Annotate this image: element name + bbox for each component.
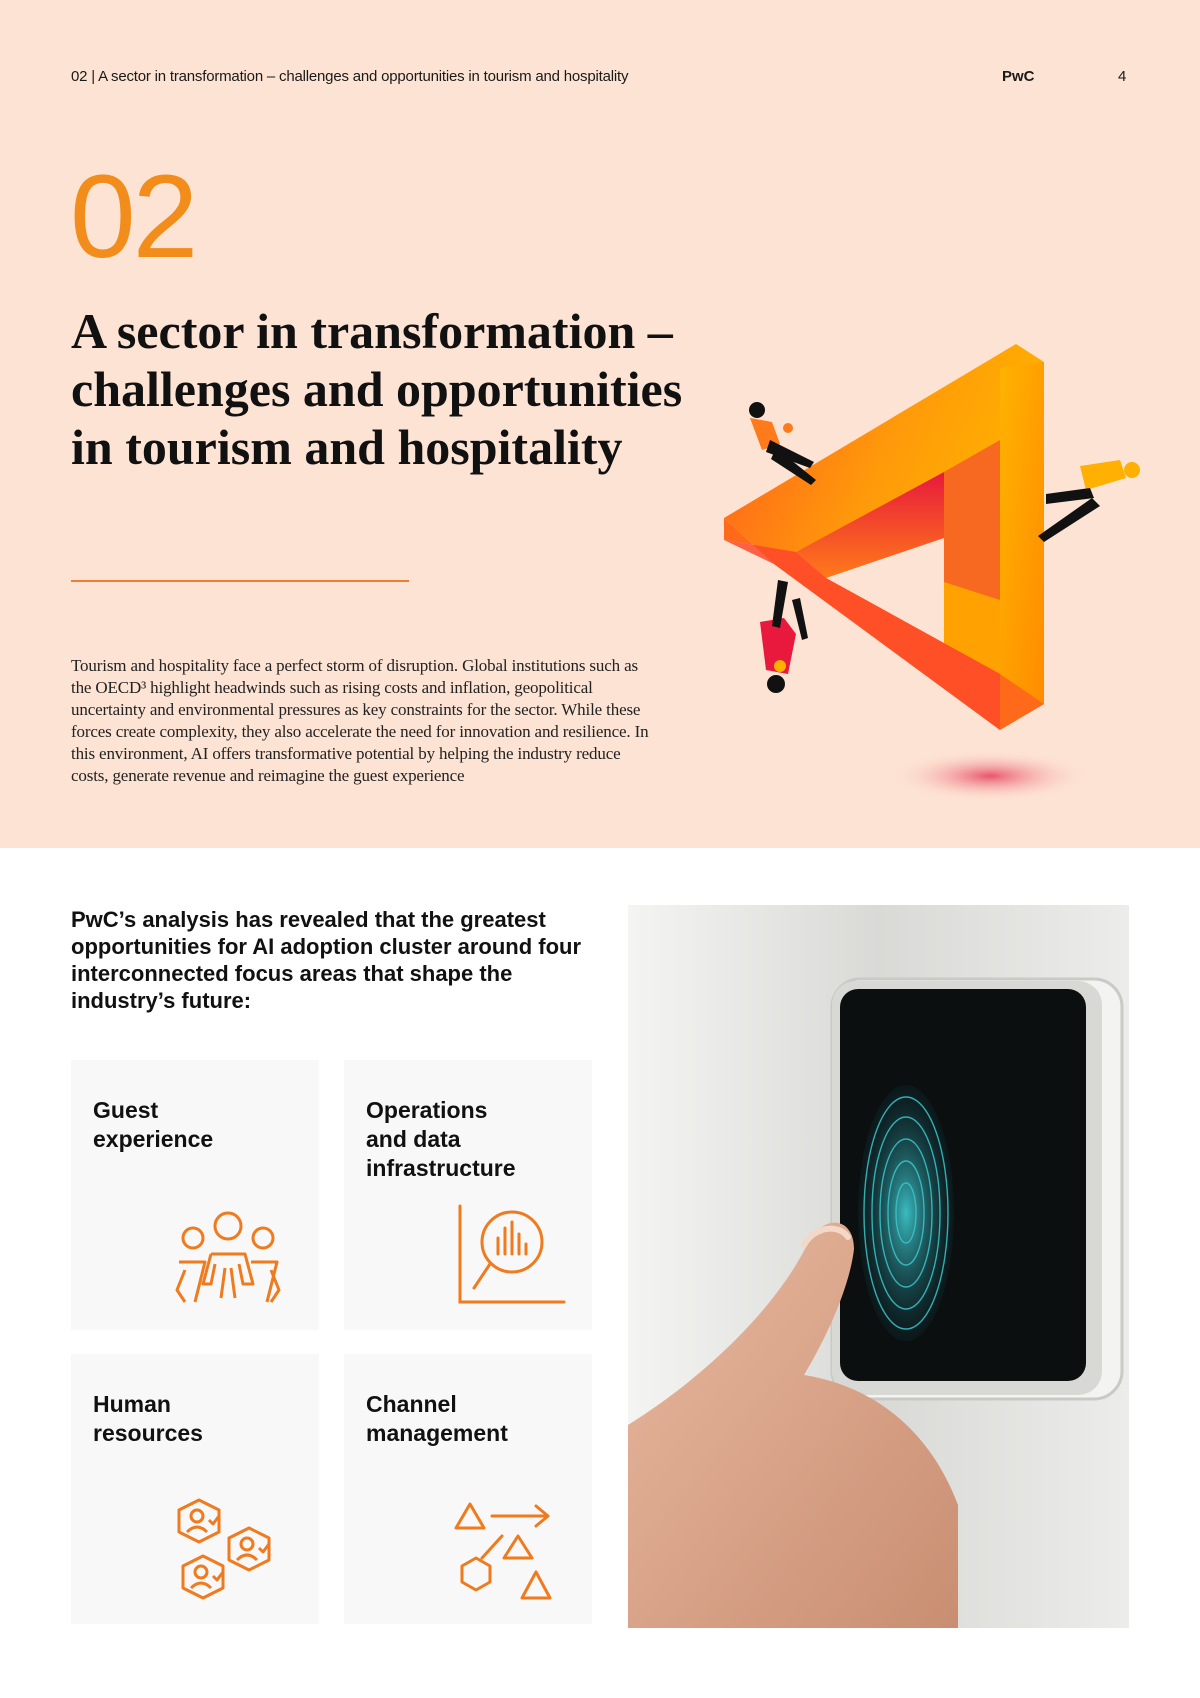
- data-analysis-icon: [456, 1204, 566, 1306]
- section-number: 02: [70, 151, 196, 283]
- section-title: A sector in transformation – challenges and opportunities in tourism and hospitality: [71, 303, 683, 475]
- brand-name: PwC: [1002, 68, 1035, 85]
- people-group-icon: [173, 1210, 283, 1306]
- climber-figure-top: [749, 402, 816, 485]
- focus-tile-label: Guest experience: [93, 1097, 214, 1152]
- triangle-right-bar: [1000, 362, 1044, 730]
- focus-tile-label: Channel management: [366, 1391, 508, 1446]
- page-number: 4: [1118, 68, 1127, 85]
- channel-shapes-icon: [452, 1500, 556, 1604]
- focus-tile-human-resources: [71, 1354, 319, 1624]
- analysis-lead: PwC’s analysis has revealed that the greatest opportunities for AI adoption cluster around four interconnected focus areas that shape the industry’s future:: [71, 907, 582, 1013]
- impossible-triangle-illustration: [700, 340, 1160, 820]
- running-head: 02 | A sector in transformation – challenges and opportunities in tourism and hospitality: [71, 68, 629, 85]
- climber-figure-right: [1038, 460, 1140, 542]
- title-rule: [71, 580, 409, 582]
- climber-figure-bottom: [760, 580, 808, 693]
- fingerprint-scanner-image: [628, 905, 1129, 1628]
- focus-tile-operations: [344, 1060, 592, 1330]
- hr-profiles-icon: [175, 1498, 279, 1606]
- focus-tile-label: Operations and data infrastructure: [366, 1097, 516, 1181]
- focus-tile-guest-experience: [71, 1060, 319, 1330]
- focus-tile-label: Human resources: [93, 1391, 203, 1446]
- fingerprint-scanner-photo: [628, 905, 1129, 1628]
- focus-tile-channel-management: [344, 1354, 592, 1624]
- intro-paragraph: Tourism and hospitality face a perfect storm of disruption. Global institutions such as the OECD³ highlight headwinds such as rising costs and inflation, geopolitical uncertainty and environmental pressures as key constraints for the sector. While these forces create complexity, they also accelerate the need for innovation and resilience. In this environment, AI offers transformative potential by helping the industry reduce costs, generate revenue and reimagine the guest experience: [71, 656, 649, 785]
- triangle-shadow: [890, 750, 1090, 802]
